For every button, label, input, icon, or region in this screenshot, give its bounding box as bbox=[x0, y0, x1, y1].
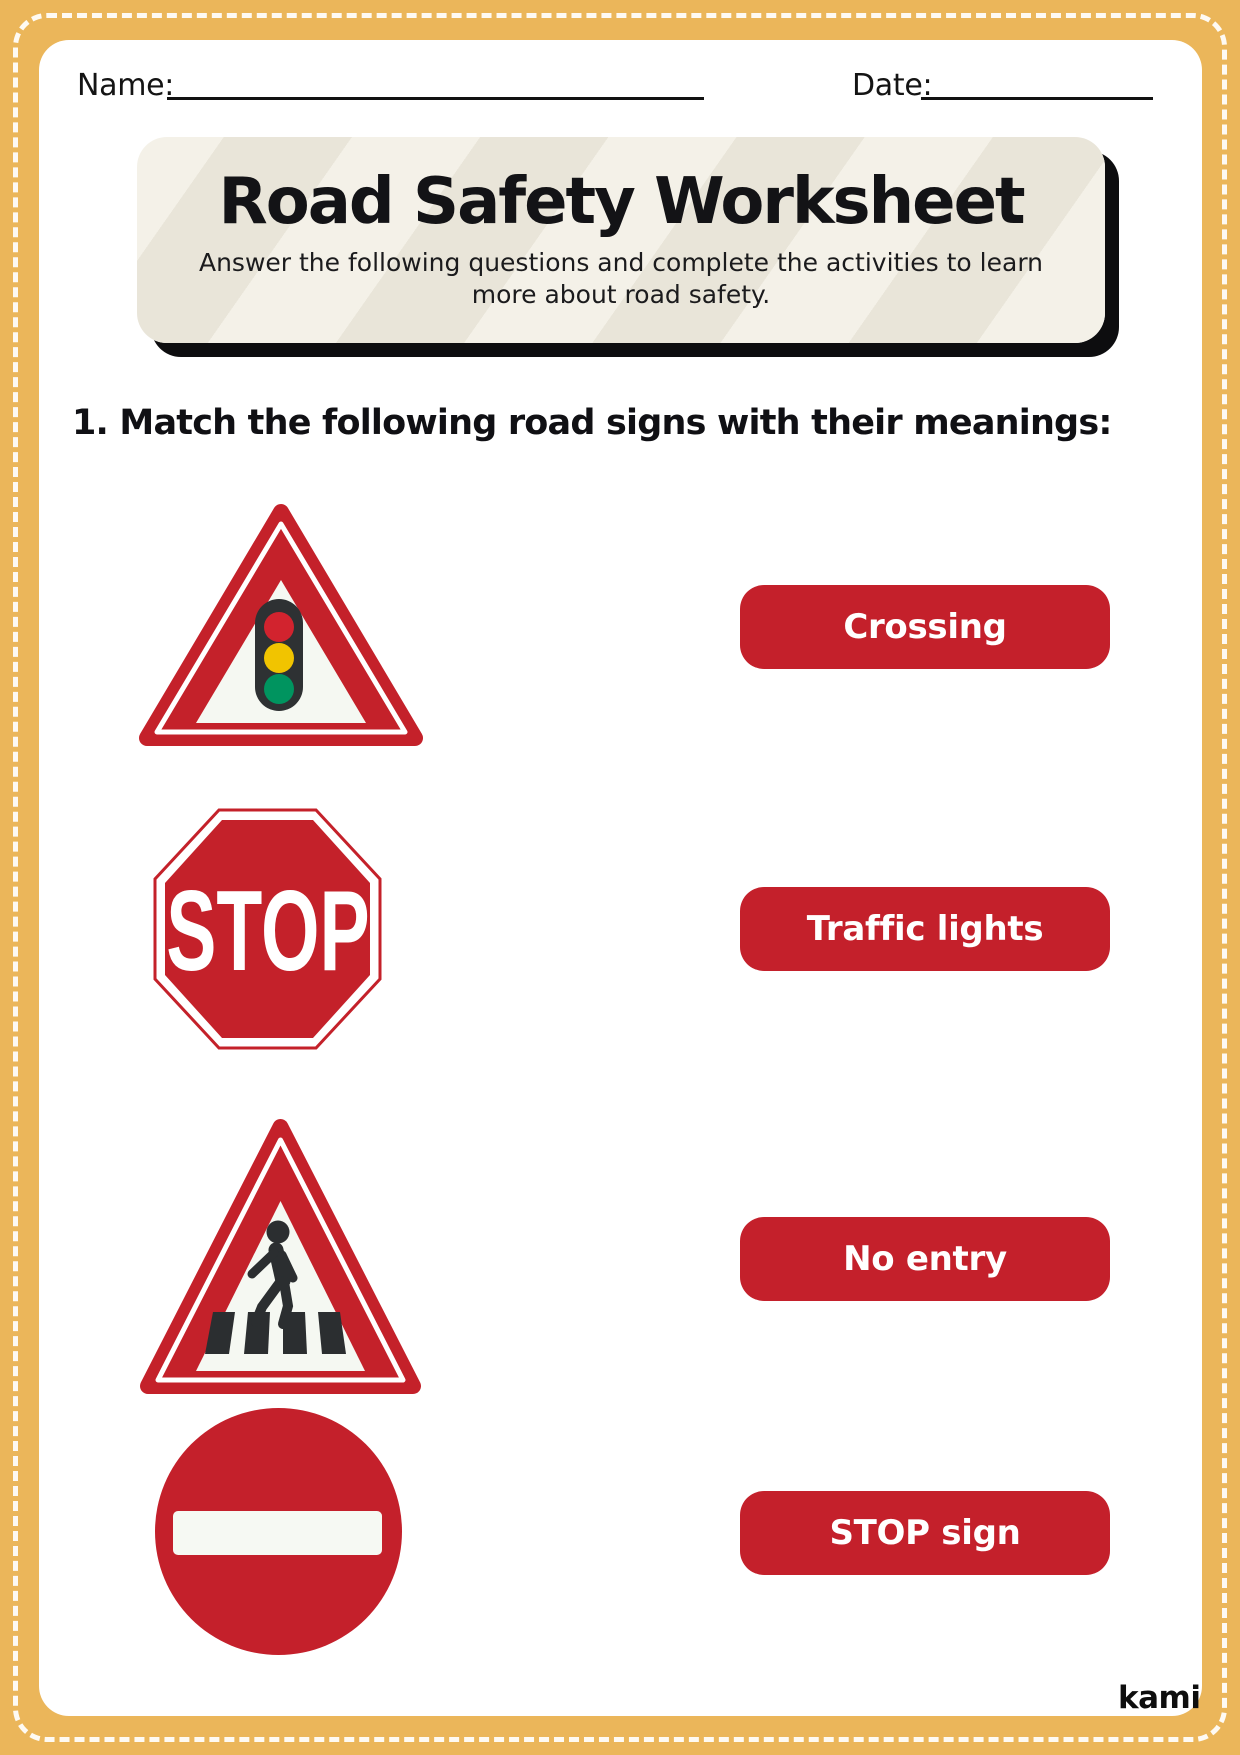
stop-sign-text: STOP bbox=[166, 868, 370, 995]
no-entry-sign-icon bbox=[155, 1408, 402, 1655]
match-option-traffic-lights[interactable]: Traffic lights bbox=[740, 887, 1110, 971]
question-1-heading: 1. Match the following road signs with their meanings: bbox=[72, 403, 1112, 443]
title-card bbox=[137, 137, 1105, 343]
name-label: Name: bbox=[77, 68, 175, 103]
kami-logo: kami bbox=[1118, 1680, 1201, 1716]
date-label: Date: bbox=[852, 68, 933, 103]
pedestrian-crossing-sign-icon bbox=[135, 1113, 426, 1400]
page-subtitle: Answer the following questions and complete the activities to learn more about road safety. bbox=[198, 248, 1044, 309]
match-option-no-entry[interactable]: No entry bbox=[740, 1217, 1110, 1301]
no-entry-bar bbox=[173, 1511, 382, 1555]
traffic-light-warning-sign-icon bbox=[135, 500, 427, 750]
name-field-line[interactable] bbox=[167, 97, 704, 100]
stop-sign-icon bbox=[152, 807, 383, 1051]
match-option-stop-sign[interactable]: STOP sign bbox=[740, 1491, 1110, 1575]
date-field-line[interactable] bbox=[921, 97, 1153, 100]
match-option-crossing[interactable]: Crossing bbox=[740, 585, 1110, 669]
page-title: Road Safety Worksheet bbox=[218, 165, 1024, 239]
